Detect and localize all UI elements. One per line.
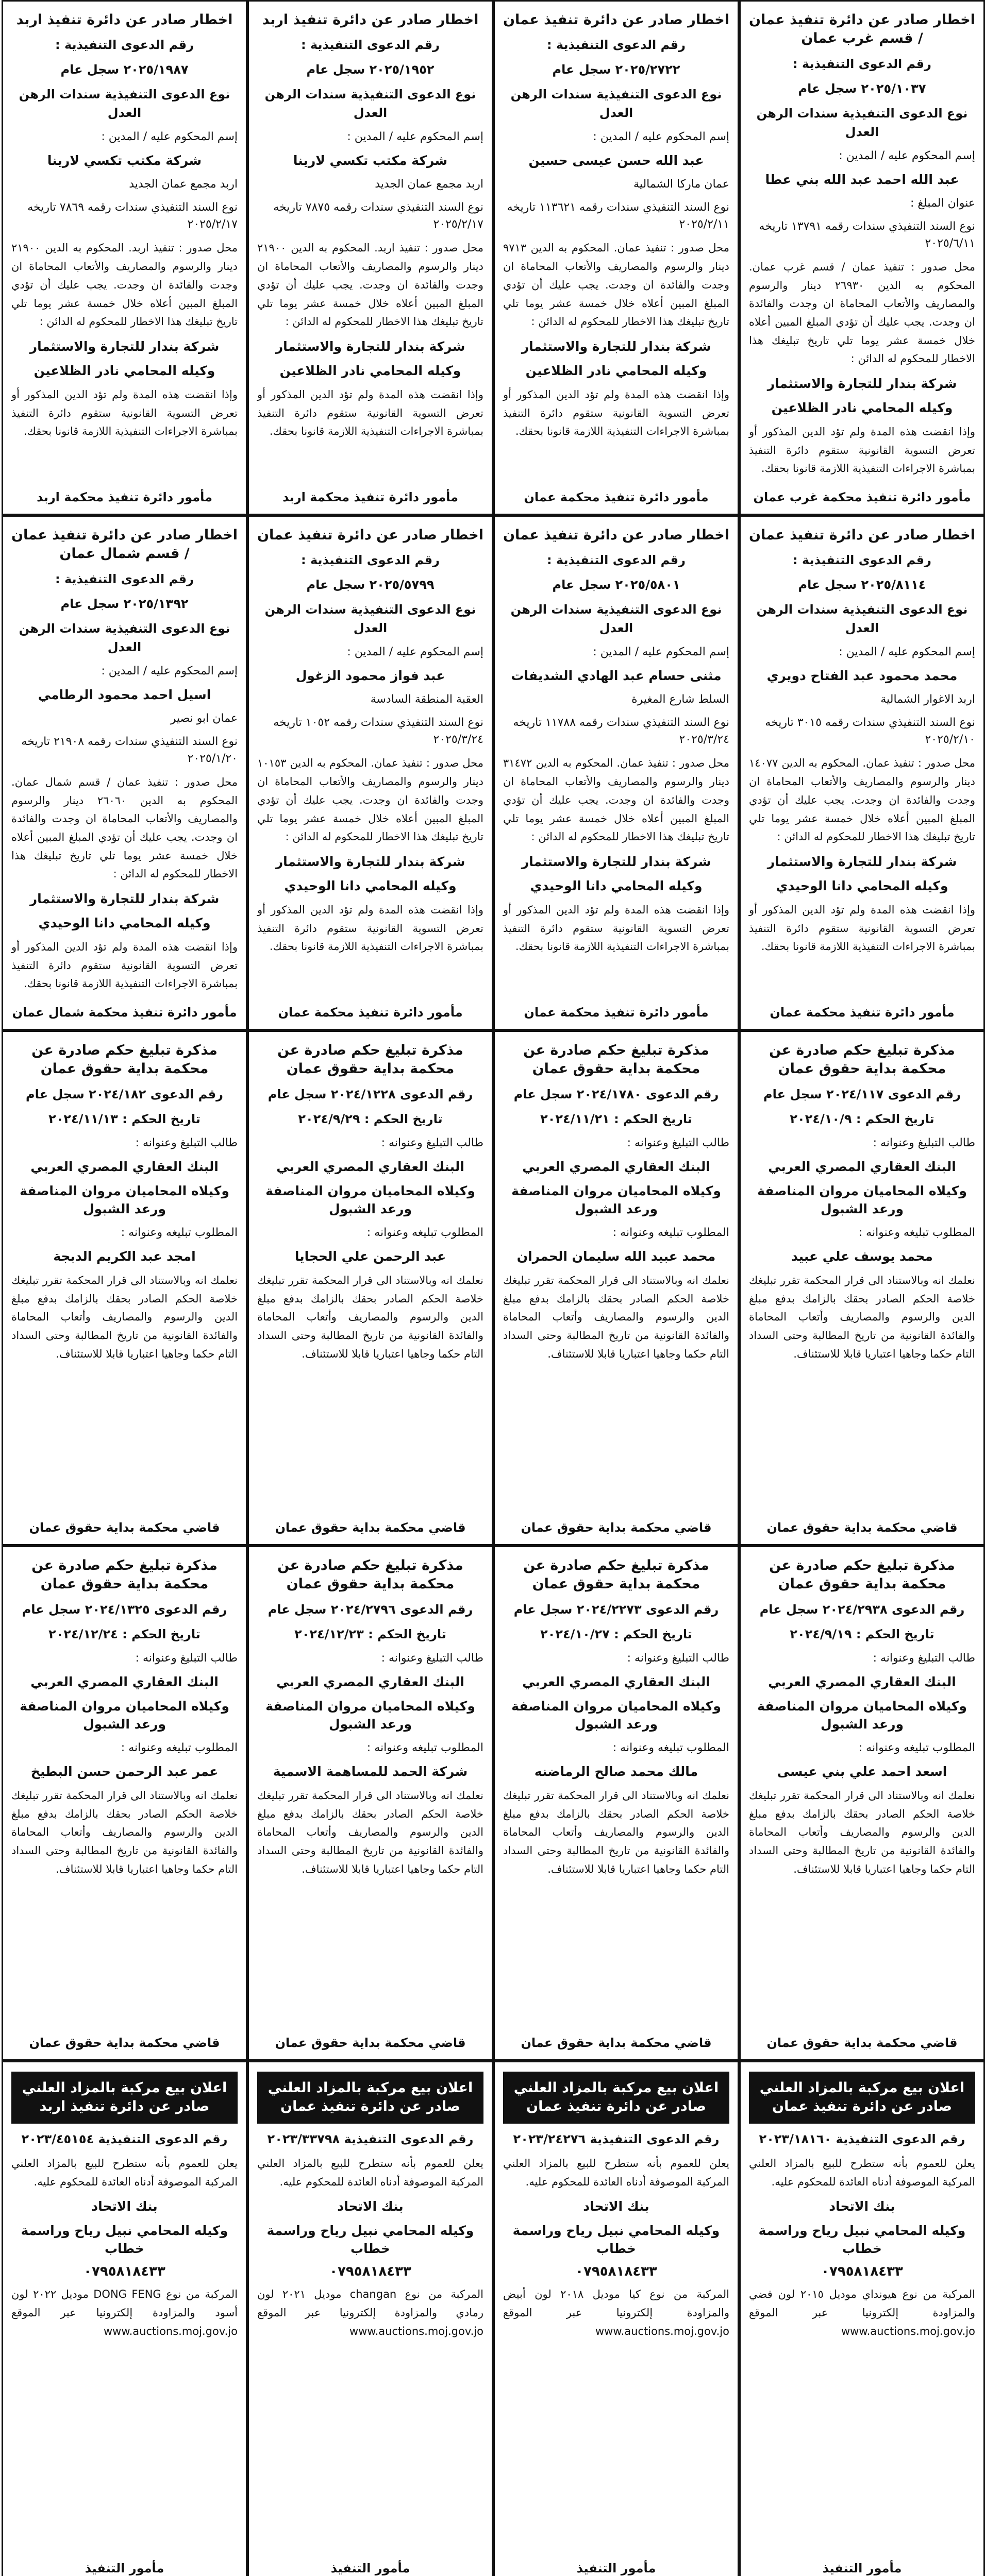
signature: مأمور دائرة تنفيذ محكمة عمان: [524, 490, 709, 504]
signature: مأمور التنفيذ: [576, 2561, 656, 2575]
notice-title: اخطار صادر عن دائرة تنفيذ عمان / قسم غرب عمان: [749, 12, 975, 47]
notice-title: اخطار صادر عن دائرة تنفيذ عمان: [257, 527, 483, 543]
defendant-label: المطلوب تبليغه وعنوانه :: [366, 1741, 483, 1754]
notice-title: مذكرة تبليغ حكم صادرة عن محكمة بداية حقوق عمان: [523, 1042, 709, 1077]
notice-title: مذكرة تبليغ حكم صادرة عن محكمة بداية حقوق عمان: [277, 1042, 463, 1077]
warning-text: وإذا انقضت هذه المدة ولم تؤد الدين المذكور أو تعرض التسوية القانونية ستقوم دائرة التنفيذ بمباشرة الاجراءات التنفيذية اللازمة قانونا بحقك.: [257, 388, 483, 438]
signature: مأمور دائرة تنفيذ محكمة عمان: [770, 1005, 955, 1020]
row2-notice-3: [247, 515, 493, 1030]
notice-title: اخطار صادر عن دائرة تنفيذ عمان / قسم شمال عمان: [11, 527, 238, 562]
notice-title: مذكرة تبليغ حكم صادرة عن محكمة بداية حقوق عمان: [31, 1557, 218, 1592]
case-label: رقم الدعوى التنفيذية :: [55, 38, 194, 53]
case-number: ٢٠٢٥/١٣٩٢ سجل عام: [60, 596, 189, 611]
notice-title: مذكرة تبليغ حكم صادرة عن محكمة بداية حقوق عمان: [277, 1557, 463, 1592]
signature: مأمور دائرة تنفيذ محكمة اربد: [36, 490, 213, 504]
signature: مأمور دائرة تنفيذ محكمة غرب عمان: [753, 490, 971, 504]
auction-header: اعلان بيع مركبة بالمزاد العلني صادر عن دائرة تنفيذ عمان: [257, 2072, 483, 2124]
agents-name: وكيلاه المحاميان مروان المناصفة ورعد الشبول: [511, 1698, 721, 1732]
lawyer-name: وكيله المحامي نادر الظلاعين: [771, 400, 953, 415]
notice-body: نعلمك انه وبالاستناد الى قرار المحكمة تقرر تبليغك خلاصة الحكم الصادر بحقك بالزامك بدفع مبلغ الدين والرسوم والمصاريف وأتعاب المحاماة والفائدة القانونية من تاريخ المطالبة وحتى السداد التام حكما وجاهيا اعتباريا قابلا للاستئناف.: [11, 1789, 238, 1875]
row3-notice-4: [2, 1030, 247, 1546]
case-number: رقم الدعوى ٢٠٢٤/٢٢٧٣ سجل عام: [513, 1602, 719, 1617]
row4-notice-2: [493, 1546, 739, 2061]
lawyer-phone: ٠٧٩٥٨١٨٤٣٣: [821, 2264, 903, 2280]
row5-notice-2: [493, 2061, 739, 2576]
vehicle-description: المركبة من نوع DONG FENG موديل ٢٠٢٢ لون أسود والمزاودة إلكترونيا عبر الموقع www.auctions.moj.gov.jo: [11, 2288, 238, 2337]
debtor-address: اربد الاغوار الشمالية: [880, 693, 975, 706]
defendant-name: مالك محمد صالح الرماضنه: [534, 1764, 698, 1779]
lawyer-phone: ٠٧٩٥٨١٨٤٣٣: [575, 2264, 657, 2280]
plaintiff-label: طالب التبليغ وعنوانه :: [873, 1651, 975, 1665]
judgment-date: تاريخ الحكم : ٢٠٢٤/١٢/٢٤: [48, 1626, 201, 1641]
case-type: نوع الدعوى التنفيذية سندات الرهن العدل: [19, 621, 230, 654]
creditor-name: شركة بندار للتجارة والاستثمار: [767, 854, 957, 869]
case-number: رقم الدعوى التنفيذية ٢٠٢٣/٣٣٧٩٨: [267, 2131, 474, 2146]
defendant-label: المطلوب تبليغه وعنوانه :: [858, 1741, 975, 1754]
warning-text: وإذا انقضت هذه المدة ولم تؤد الدين المذكور أو تعرض التسوية القانونية ستقوم دائرة التنفيذ بمباشرة الاجراءات التنفيذية اللازمة قانونا بحقك.: [503, 388, 729, 438]
defendant-name: اسعد احمد علي بني عيسى: [777, 1764, 947, 1779]
case-label: رقم الدعوى التنفيذية :: [301, 553, 440, 568]
defendant-label: المطلوب تبليغه وعنوانه :: [612, 1741, 729, 1754]
lawyer-name: وكيله المحامي نادر الظلاعين: [34, 363, 215, 378]
auction-header: اعلان بيع مركبة بالمزاد العلني صادر عن دائرة تنفيذ عمان: [749, 2072, 975, 2124]
agents-name: وكيلاه المحاميان مروان المناصفة ورعد الشبول: [265, 1698, 475, 1732]
notice-body: محل صدور : تنفيذ عمان. المحكوم به الدين ١٤٠٧٧ دينار والرسوم والمصاريف والأتعاب المحاماة ان وجدت والفائدة ان وجدت. يجب عليك أن تؤدي المبلغ المبين أعلاه خلال خمسة عشر يوما تلي تاريخ تبليغك هذا الاخطار للمحكوم له الدائن :: [749, 757, 975, 843]
creditor-name: بنك الاتحاد: [829, 2199, 895, 2214]
row-judgment-notices-2: [0, 1546, 985, 2061]
agents-name: وكيلاه المحاميان مروان المناصفة ورعد الشبول: [757, 1698, 967, 1732]
creditor-name: شركة بندار للتجارة والاستثمار: [767, 376, 957, 391]
notice-body: نعلمك انه وبالاستناد الى قرار المحكمة تقرر تبليغك خلاصة الحكم الصادر بحقك بالزامك بدفع مبلغ الدين والرسوم والمصاريف وأتعاب المحاماة والفائدة القانونية من تاريخ المطالبة وحتى السداد التام حكما وجاهيا اعتباريا قابلا للاستئناف.: [503, 1274, 729, 1360]
row-execution-notices-2: [0, 515, 985, 1030]
row-execution-notices-1: [0, 0, 985, 515]
case-number: ٢٠٢٥/١٩٨٧ سجل عام: [60, 62, 189, 77]
signature: قاضي محكمة بداية حقوق عمان: [29, 2036, 220, 2050]
creditor-name: بنك الاتحاد: [583, 2199, 649, 2214]
case-number: رقم الدعوى ٢٠٢٤/١١٧ سجل عام: [763, 1087, 961, 1101]
judgment-date: تاريخ الحكم : ٢٠٢٤/١٠/٢٧: [540, 1626, 692, 1641]
lawyer-name: وكيله المحامي دانا الوحيدي: [530, 878, 703, 893]
row1-notice-1: [739, 0, 985, 515]
plaintiff-label: طالب التبليغ وعنوانه :: [135, 1651, 238, 1665]
lawyer-name: وكيله المحامي نبيل رياح وراسمة خطاب: [512, 2223, 720, 2257]
judgment-date: تاريخ الحكم : ٢٠٢٤/١١/٢١: [540, 1111, 692, 1126]
notice-body: نعلمك انه وبالاستناد الى قرار المحكمة تقرر تبليغك خلاصة الحكم الصادر بحقك بالزامك بدفع مبلغ الدين والرسوم والمصاريف وأتعاب المحاماة والفائدة القانونية من تاريخ المطالبة وحتى السداد التام حكما وجاهيا اعتباريا قابلا للاستئناف.: [257, 1274, 483, 1360]
instrument-ref: نوع السند التنفيذي سندات رقمه ١٠٥٢ تاريخه ٢٠٢٥/٣/٢٤: [273, 716, 483, 747]
defendant-label: المطلوب تبليغه وعنوانه :: [612, 1226, 729, 1239]
plaintiff-name: البنك العقاري المصري العربي: [768, 1674, 956, 1689]
notice-body: نعلمك انه وبالاستناد الى قرار المحكمة تقرر تبليغك خلاصة الحكم الصادر بحقك بالزامك بدفع مبلغ الدين والرسوم والمصاريف وأتعاب المحاماة والفائدة القانونية من تاريخ المطالبة وحتى السداد التام حكما وجاهيا اعتباريا قابلا للاستئناف.: [503, 1789, 729, 1875]
plaintiff-name: البنك العقاري المصري العربي: [30, 1159, 219, 1174]
defendant-name: محمد يوسف علي عبيد: [791, 1248, 933, 1264]
case-number: رقم الدعوى ٢٠٢٤/١٧٨٠ سجل عام: [513, 1087, 719, 1101]
defendant-name: امجد عبد الكريم الدبجة: [53, 1248, 196, 1264]
lawyer-name: وكيله المحامي دانا الوحيدي: [38, 916, 211, 930]
creditor-name: شركة بندار للتجارة والاستثمار: [521, 338, 711, 354]
judgment-date: تاريخ الحكم : ٢٠٢٤/١١/١٣: [48, 1111, 201, 1126]
notice-title: اخطار صادر عن دائرة تنفيذ عمان: [503, 12, 729, 28]
debtor-label: إسم المحكوم عليه / المدين :: [101, 130, 238, 144]
notice-title: مذكرة تبليغ حكم صادرة عن محكمة بداية حقوق عمان: [769, 1042, 955, 1077]
plaintiff-label: طالب التبليغ وعنوانه :: [381, 1136, 483, 1149]
agents-name: وكيلاه المحاميان مروان المناصفة ورعد الشبول: [20, 1698, 229, 1732]
case-label: رقم الدعوى التنفيذية :: [793, 56, 931, 71]
instrument-ref: نوع السند التنفيذي سندات رقمه ٧٨٦٩ تاريخه ٢٠٢٥/٢/١٧: [27, 201, 238, 231]
instrument-ref: نوع السند التنفيذي سندات رقمه ٣٠١٥ تاريخه ٢٠٢٥/٢/١٠: [765, 716, 975, 747]
case-type: نوع الدعوى التنفيذية سندات الرهن العدل: [510, 602, 722, 636]
auction-intro: يعلن للعموم بأنه ستطرح للبيع بالمزاد العلني المركبة الموصوفة أدناه العائدة للمحكوم عليه.: [11, 2157, 238, 2188]
row5-notice-1: [739, 2061, 985, 2576]
debtor-label: إسم المحكوم عليه / المدين :: [593, 646, 729, 659]
notice-title: اخطار صادر عن دائرة تنفيذ عمان: [503, 527, 729, 543]
judgment-date: تاريخ الحكم : ٢٠٢٤/١٢/٢٣: [294, 1626, 446, 1641]
vehicle-description: المركبة من نوع كيا موديل ٢٠١٨ لون أبيض والمزاودة إلكترونيا عبر الموقع www.auctions.moj.gov.jo: [503, 2288, 729, 2337]
notice-title: مذكرة تبليغ حكم صادرة عن محكمة بداية حقوق عمان: [523, 1557, 709, 1592]
plaintiff-label: طالب التبليغ وعنوانه :: [627, 1651, 729, 1665]
row4-notice-1: [739, 1546, 985, 2061]
case-number: رقم الدعوى التنفيذية ٢٠٢٣/١٨١٦٠: [759, 2131, 965, 2146]
lawyer-phone: ٠٧٩٥٨١٨٤٣٣: [84, 2264, 165, 2280]
debtor-address: السلط شارع المغيرة: [631, 693, 729, 706]
signature: مأمور دائرة تنفيذ محكمة عمان: [524, 1005, 709, 1020]
debtor-address: عمان ابو نصير: [170, 711, 238, 725]
signature: قاضي محكمة بداية حقوق عمان: [275, 1520, 466, 1535]
plaintiff-name: البنك العقاري المصري العربي: [522, 1674, 710, 1689]
defendant-label: المطلوب تبليغه وعنوانه :: [121, 1741, 238, 1754]
instrument-ref: نوع السند التنفيذي سندات رقمه ١١٧٨٨ تاريخه ٢٠٢٥/٣/٢٤: [513, 716, 729, 747]
notice-body: نعلمك انه وبالاستناد الى قرار المحكمة تقرر تبليغك خلاصة الحكم الصادر بحقك بالزامك بدفع مبلغ الدين والرسوم والمصاريف وأتعاب المحاماة والفائدة القانونية من تاريخ المطالبة وحتى السداد التام حكما وجاهيا اعتباريا قابلا للاستئناف.: [749, 1274, 975, 1360]
notice-body: محل صدور : تنفيذ عمان / قسم شمال عمان. المحكوم به الدين ٢٦٠٦٠ دينار والرسوم والمصاريف والأتعاب المحاماة ان وجدت والفائدة ان وجدت. يجب عليك أن تؤدي المبلغ المبين أعلاه خلال خمسة عشر يوما تلي تاريخ تبليغك هذا الاخطار للمحكوم له الدائن :: [11, 775, 238, 880]
case-type: نوع الدعوى التنفيذية سندات الرهن العدل: [264, 87, 476, 121]
case-label: رقم الدعوى التنفيذية :: [547, 38, 686, 53]
signature: مأمور دائرة تنفيذ محكمة شمال عمان: [12, 1005, 237, 1020]
row5-notice-4: [2, 2061, 247, 2576]
agents-name: وكيلاه المحاميان مروان المناصفة ورعد الشبول: [511, 1183, 721, 1216]
notice-title: اخطار صادر عن دائرة تنفيذ اربد: [262, 12, 479, 28]
signature: قاضي محكمة بداية حقوق عمان: [29, 1520, 220, 1535]
creditor-name: شركة بندار للتجارة والاستثمار: [29, 891, 220, 906]
row3-notice-3: [247, 1030, 493, 1546]
row1-notice-3: [247, 0, 493, 515]
lawyer-name: وكيله المحامي نادر الظلاعين: [525, 363, 707, 378]
auction-intro: يعلن للعموم بأنه ستطرح للبيع بالمزاد العلني المركبة الموصوفة أدناه العائدة للمحكوم عليه.: [503, 2157, 729, 2188]
row3-notice-2: [493, 1030, 739, 1546]
case-type: نوع الدعوى التنفيذية سندات الرهن العدل: [756, 602, 968, 636]
lawyer-name: وكيله المحامي دانا الوحيدي: [776, 878, 948, 893]
debtor-name: عبد الله احمد عبد الله بني عطا: [765, 172, 959, 187]
row-auction-notices: [0, 2061, 985, 2576]
instrument-ref: نوع السند التنفيذي سندات رقمه ١٣٧٩١ تاريخه ٢٠٢٥/٦/١١: [759, 219, 975, 250]
instrument-ref: نوع السند التنفيذي سندات رقمه ٧٨٧٥ تاريخه ٢٠٢٥/٢/١٧: [273, 201, 483, 231]
vehicle-description: المركبة من نوع هيونداي موديل ٢٠١٥ لون فضي والمزاودة إلكترونيا عبر الموقع www.auctions.moj.gov.jo: [749, 2288, 975, 2337]
notice-title: اخطار صادر عن دائرة تنفيذ عمان: [749, 527, 975, 543]
debtor-address: اربد مجمع عمان الجديد: [129, 178, 238, 191]
auction-intro: يعلن للعموم بأنه ستطرح للبيع بالمزاد العلني المركبة الموصوفة أدناه العائدة للمحكوم عليه.: [749, 2157, 975, 2188]
signature: مأمور دائرة تنفيذ محكمة عمان: [278, 1005, 463, 1020]
auction-header: اعلان بيع مركبة بالمزاد العلني صادر عن دائرة تنفيذ اربد: [11, 2072, 238, 2124]
creditor-name: بنك الاتحاد: [91, 2199, 158, 2214]
plaintiff-label: طالب التبليغ وعنوانه :: [873, 1136, 975, 1149]
lawyer-name: وكيله المحامي دانا الوحيدي: [284, 878, 457, 893]
debtor-name: عبد فواز محمود الزغول: [295, 668, 445, 684]
debtor-label: إسم المحكوم عليه / المدين :: [347, 646, 483, 659]
row1-notice-2: [493, 0, 739, 515]
instrument-ref: نوع السند التنفيذي سندات رقمه ٢١٩٠٨ تاريخه ٢٠٢٥/١/٢٠: [21, 735, 238, 765]
notice-body: محل صدور : تنفيذ اربد. المحكوم به الدين ٢١٩٠٠ دينار والرسوم والمصاريف والأتعاب المحاماة ان وجدت والفائدة ان وجدت. يجب عليك أن تؤدي المبلغ المبين أعلاه خلال خمسة عشر يوما تلي تاريخ تبليغك هذا الاخطار للمحكوم له الدائن :: [257, 242, 483, 328]
agents-name: وكيلاه المحاميان مروان المناصفة ورعد الشبول: [20, 1183, 229, 1216]
signature: قاضي محكمة بداية حقوق عمان: [275, 2036, 466, 2050]
creditor-name: شركة بندار للتجارة والاستثمار: [275, 854, 465, 869]
defendant-name: شركة الحمد للمساهمة الاسمية: [273, 1764, 468, 1779]
row1-notice-4: [2, 0, 247, 515]
row3-notice-1: [739, 1030, 985, 1546]
defendant-name: عمر عبد الرحمن حسن البطيخ: [30, 1764, 219, 1779]
judgment-date: تاريخ الحكم : ٢٠٢٤/٩/١٩: [790, 1626, 934, 1641]
signature: قاضي محكمة بداية حقوق عمان: [766, 2036, 958, 2050]
case-label: رقم الدعوى التنفيذية :: [547, 553, 686, 568]
notice-body: نعلمك انه وبالاستناد الى قرار المحكمة تقرر تبليغك خلاصة الحكم الصادر بحقك بالزامك بدفع مبلغ الدين والرسوم والمصاريف وأتعاب المحاماة والفائدة القانونية من تاريخ المطالبة وحتى السداد التام حكما وجاهيا اعتباريا قابلا للاستئناف.: [749, 1789, 975, 1875]
warning-text: وإذا انقضت هذه المدة ولم تؤد الدين المذكور أو تعرض التسوية القانونية ستقوم دائرة التنفيذ بمباشرة الاجراءات التنفيذية اللازمة قانونا بحقك.: [749, 903, 975, 953]
debtor-name: عبد الله حسن عيسى حسين: [528, 153, 704, 168]
row-judgment-notices-1: [0, 1030, 985, 1546]
plaintiff-name: البنك العقاري المصري العربي: [522, 1159, 710, 1174]
plaintiff-name: البنك العقاري المصري العربي: [768, 1159, 956, 1174]
agents-name: وكيلاه المحاميان مروان المناصفة ورعد الشبول: [757, 1183, 967, 1216]
warning-text: وإذا انقضت هذه المدة ولم تؤد الدين المذكور أو تعرض التسوية القانونية ستقوم دائرة التنفيذ بمباشرة الاجراءات التنفيذية اللازمة قانونا بحقك.: [257, 903, 483, 953]
defendant-name: محمد عبيد الله سليمان الحمران: [516, 1248, 716, 1264]
debtor-label: إسم المحكوم عليه / المدين :: [101, 664, 238, 677]
case-number: ٢٠٢٥/٥٧٩٩ سجل عام: [306, 578, 435, 592]
row4-notice-3: [247, 1546, 493, 2061]
notice-body: محل صدور : تنفيذ عمان. المحكوم به الدين ٩٧١٣ دينار والرسوم والمصاريف والأتعاب المحاماة ان وجدت والفائدة ان وجدت. يجب عليك أن تؤدي المبلغ المبين أعلاه خلال خمسة عشر يوما تلي تاريخ تبليغك هذا الاخطار للمحكوم له الدائن :: [503, 242, 729, 328]
row5-notice-3: [247, 2061, 493, 2576]
notice-body: محل صدور : تنفيذ عمان. المحكوم به الدين ١٠١٥٣ دينار والرسوم والمصاريف والأتعاب المحاماة ان وجدت والفائدة ان وجدت. يجب عليك أن تؤدي المبلغ المبين أعلاه خلال خمسة عشر يوما تلي تاريخ تبليغك هذا الاخطار للمحكوم له الدائن :: [257, 757, 483, 843]
signature: قاضي محكمة بداية حقوق عمان: [521, 2036, 712, 2050]
plaintiff-name: البنك العقاري المصري العربي: [30, 1674, 219, 1689]
case-type: نوع الدعوى التنفيذية سندات الرهن العدل: [510, 87, 722, 121]
notice-title: اخطار صادر عن دائرة تنفيذ اربد: [16, 12, 233, 28]
debtor-address: عمان ماركا الشمالية: [633, 178, 729, 191]
lawyer-name: وكيله المحامي نادر الظلاعين: [279, 363, 461, 378]
warning-text: وإذا انقضت هذه المدة ولم تؤد الدين المذكور أو تعرض التسوية القانونية ستقوم دائرة التنفيذ بمباشرة الاجراءات التنفيذية اللازمة قانونا بحقك.: [11, 388, 238, 438]
notice-body: نعلمك انه وبالاستناد الى قرار المحكمة تقرر تبليغك خلاصة الحكم الصادر بحقك بالزامك بدفع مبلغ الدين والرسوم والمصاريف وأتعاب المحاماة والفائدة القانونية من تاريخ المطالبة وحتى السداد التام حكما وجاهيا اعتباريا قابلا للاستئناف.: [257, 1789, 483, 1875]
notice-body: نعلمك انه وبالاستناد الى قرار المحكمة تقرر تبليغك خلاصة الحكم الصادر بحقك بالزامك بدفع مبلغ الدين والرسوم والمصاريف وأتعاب المحاماة والفائدة القانونية من تاريخ المطالبة وحتى السداد التام حكما وجاهيا اعتباريا قابلا للاستئناف.: [11, 1274, 238, 1360]
lawyer-phone: ٠٧٩٥٨١٨٤٣٣: [329, 2264, 411, 2280]
debtor-address: عنوان المبلغ :: [910, 196, 975, 210]
notice-title: مذكرة تبليغ حكم صادرة عن محكمة بداية حقوق عمان: [769, 1557, 955, 1592]
row2-notice-2: [493, 515, 739, 1030]
judgment-date: تاريخ الحكم : ٢٠٢٤/٩/٢٩: [298, 1111, 443, 1126]
plaintiff-label: طالب التبليغ وعنوانه :: [381, 1651, 483, 1665]
case-label: رقم الدعوى التنفيذية :: [793, 553, 931, 568]
row4-notice-4: [2, 1546, 247, 2061]
case-number: رقم الدعوى التنفيذية ٢٠٢٣/٤٥١٥٤: [21, 2131, 228, 2146]
signature: مأمور دائرة تنفيذ محكمة اربد: [282, 490, 459, 504]
instrument-ref: نوع السند التنفيذي سندات رقمه ١١٣٦٢١ تاريخه ٢٠٢٥/٢/١١: [507, 201, 729, 231]
case-number: رقم الدعوى التنفيذية ٢٠٢٣/٢٤٢٧٦: [513, 2131, 720, 2146]
creditor-name: بنك الاتحاد: [337, 2199, 404, 2214]
plaintiff-label: طالب التبليغ وعنوانه :: [135, 1136, 238, 1149]
debtor-label: إسم المحكوم عليه / المدين :: [347, 130, 483, 144]
case-number: رقم الدعوى ٢٠٢٤/١٢٢٨ سجل عام: [268, 1087, 473, 1101]
case-number: ٢٠٢٥/١٩٥٢ سجل عام: [306, 62, 435, 77]
signature: مأمور التنفيذ: [85, 2561, 164, 2575]
lawyer-name: وكيله المحامي نبيل رياح وراسمة خطاب: [266, 2223, 474, 2257]
case-label: رقم الدعوى التنفيذية :: [55, 571, 194, 586]
creditor-name: شركة بندار للتجارة والاستثمار: [521, 854, 711, 869]
case-number: ٢٠٢٥/٨١١٤ سجل عام: [798, 578, 926, 592]
row2-notice-1: [739, 515, 985, 1030]
debtor-name: محمد محمود عبد الفتاح دويري: [766, 668, 958, 684]
plaintiff-label: طالب التبليغ وعنوانه :: [627, 1136, 729, 1149]
case-label: رقم الدعوى التنفيذية :: [301, 38, 440, 53]
warning-text: وإذا انقضت هذه المدة ولم تؤد الدين المذكور أو تعرض التسوية القانونية ستقوم دائرة التنفيذ بمباشرة الاجراءات التنفيذية اللازمة قانونا بحقك.: [749, 426, 975, 475]
notice-title: مذكرة تبليغ حكم صادرة عن محكمة بداية حقوق عمان: [31, 1042, 218, 1077]
signature: قاضي محكمة بداية حقوق عمان: [766, 1520, 958, 1535]
warning-text: وإذا انقضت هذه المدة ولم تؤد الدين المذكور أو تعرض التسوية القانونية ستقوم دائرة التنفيذ بمباشرة الاجراءات التنفيذية اللازمة قانونا بحقك.: [11, 941, 238, 990]
debtor-name: شركة مكتب تكسي لارينا: [47, 153, 202, 168]
case-type: نوع الدعوى التنفيذية سندات الرهن العدل: [264, 602, 476, 636]
case-number: رقم الدعوى ٢٠٢٤/١٨٢ سجل عام: [26, 1087, 223, 1101]
signature: قاضي محكمة بداية حقوق عمان: [521, 1520, 712, 1535]
case-number: رقم الدعوى ٢٠٢٤/٢٩٣٨ سجل عام: [759, 1602, 965, 1617]
judgment-date: تاريخ الحكم : ٢٠٢٤/١٠/٩: [790, 1111, 934, 1126]
lawyer-name: وكيله المحامي نبيل رياح وراسمة خطاب: [21, 2223, 228, 2257]
debtor-name: شركة مكتب تكسي لارينا: [293, 153, 448, 168]
debtor-name: اسيل احمد محمود الرطامي: [38, 687, 211, 702]
creditor-name: شركة بندار للتجارة والاستثمار: [275, 338, 465, 354]
row2-notice-4: [2, 515, 247, 1030]
debtor-label: إسم المحكوم عليه / المدين :: [839, 646, 975, 659]
case-number: ٢٠٢٥/٥٨٠١ سجل عام: [552, 578, 680, 592]
signature: مأمور التنفيذ: [330, 2561, 410, 2575]
auction-header: اعلان بيع مركبة بالمزاد العلني صادر عن دائرة تنفيذ عمان: [503, 2072, 729, 2124]
signature: مأمور التنفيذ: [822, 2561, 902, 2575]
case-number: ٢٠٢٥/٢٧٢٢ سجل عام: [552, 62, 680, 77]
notice-body: محل صدور : تنفيذ عمان / قسم غرب عمان. المحكوم به الدين ٢٦٩٣٠ دينار والرسوم والمصاريف والأتعاب المحاماة ان وجدت والفائدة ان وجدت. يجب عليك أن تؤدي المبلغ المبين أعلاه خلال خمسة عشر يوما تلي تاريخ تبليغك هذا الاخطار للمحكوم له الدائن :: [749, 260, 975, 365]
vehicle-description: المركبة من نوع changan موديل ٢٠٢١ لون رمادي والمزاودة إلكترونيا عبر الموقع www.auctions.moj.gov.jo: [257, 2288, 483, 2337]
defendant-name: عبد الرحمن علي الحجايا: [294, 1248, 446, 1264]
defendant-label: المطلوب تبليغه وعنوانه :: [121, 1226, 238, 1239]
debtor-name: مثنى حسام عبد الهادي الشديفات: [511, 668, 722, 684]
plaintiff-name: البنك العقاري المصري العربي: [276, 1674, 464, 1689]
case-number: رقم الدعوى ٢٠٢٤/١٣٢٥ سجل عام: [22, 1602, 227, 1617]
debtor-label: إسم المحكوم عليه / المدين :: [593, 130, 729, 144]
plaintiff-name: البنك العقاري المصري العربي: [276, 1159, 464, 1174]
defendant-label: المطلوب تبليغه وعنوانه :: [858, 1226, 975, 1239]
case-type: نوع الدعوى التنفيذية سندات الرهن العدل: [19, 87, 230, 121]
warning-text: وإذا انقضت هذه المدة ولم تؤد الدين المذكور أو تعرض التسوية القانونية ستقوم دائرة التنفيذ بمباشرة الاجراءات التنفيذية اللازمة قانونا بحقك.: [503, 903, 729, 953]
defendant-label: المطلوب تبليغه وعنوانه :: [366, 1226, 483, 1239]
case-type: نوع الدعوى التنفيذية سندات الرهن العدل: [756, 106, 968, 139]
debtor-address: اربد مجمع عمان الجديد: [375, 178, 483, 191]
case-number: ٢٠٢٥/١٠٣٧ سجل عام: [798, 81, 926, 96]
debtor-address: العقبة المنطقة السادسة: [370, 693, 483, 706]
auction-intro: يعلن للعموم بأنه ستطرح للبيع بالمزاد العلني المركبة الموصوفة أدناه العائدة للمحكوم عليه.: [257, 2157, 483, 2188]
lawyer-name: وكيله المحامي نبيل رياح وراسمة خطاب: [758, 2223, 966, 2257]
agents-name: وكيلاه المحاميان مروان المناصفة ورعد الشبول: [265, 1183, 475, 1216]
notice-body: محل صدور : تنفيذ اربد. المحكوم به الدين ٢١٩٠٠ دينار والرسوم والمصاريف والأتعاب المحاماة ان وجدت والفائدة ان وجدت. يجب عليك أن تؤدي المبلغ المبين أعلاه خلال خمسة عشر يوما تلي تاريخ تبليغك هذا الاخطار للمحكوم له الدائن :: [11, 242, 238, 328]
case-number: رقم الدعوى ٢٠٢٤/٢٧٩٦ سجل عام: [268, 1602, 473, 1617]
notice-body: محل صدور : تنفيذ عمان. المحكوم به الدين ٣١٤٧٢ دينار والرسوم والمصاريف والأتعاب المحاماة ان وجدت والفائدة ان وجدت. يجب عليك أن تؤدي المبلغ المبين أعلاه خلال خمسة عشر يوما تلي تاريخ تبليغك هذا الاخطار للمحكوم له الدائن :: [503, 757, 729, 843]
creditor-name: شركة بندار للتجارة والاستثمار: [29, 338, 220, 354]
debtor-label: إسم المحكوم عليه / المدين :: [839, 149, 975, 162]
